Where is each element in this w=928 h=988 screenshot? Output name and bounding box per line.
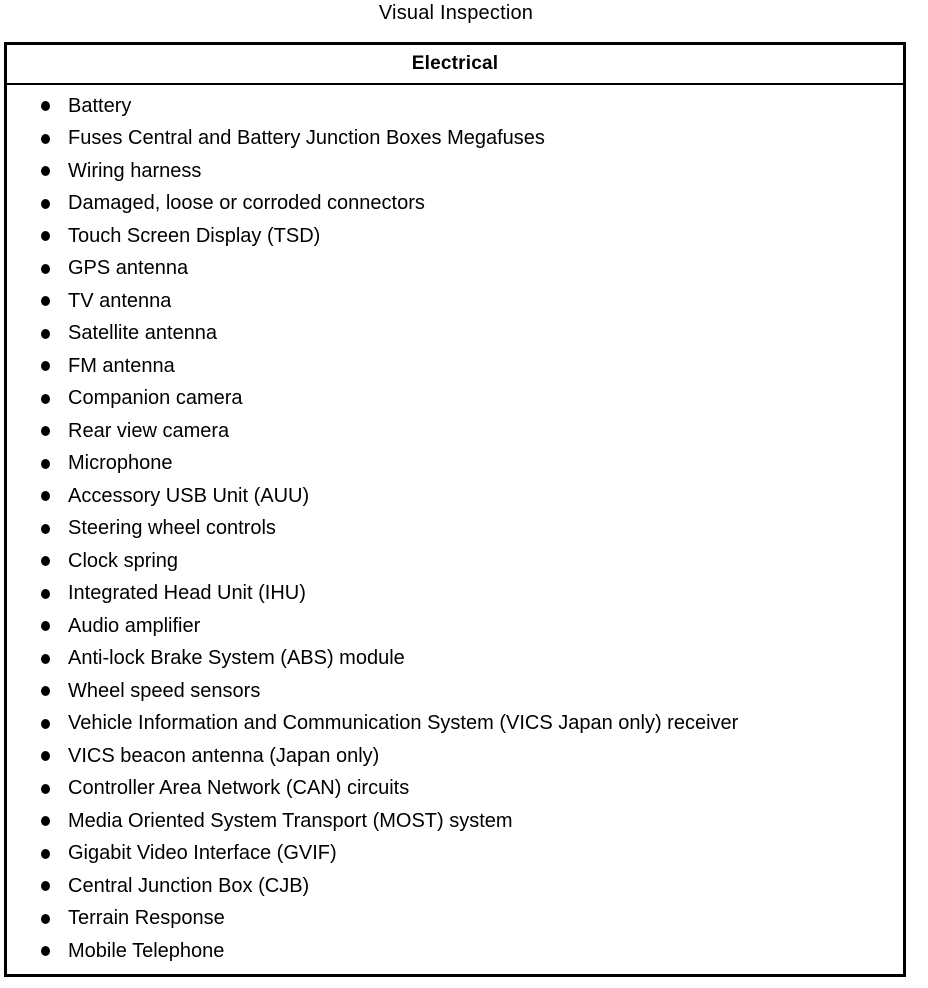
inspection-table xyxy=(4,42,906,977)
list-item xyxy=(7,448,903,481)
bullet-icon xyxy=(41,491,50,501)
list-item-label: FM antenna xyxy=(68,354,175,377)
bullet-icon xyxy=(41,524,50,534)
list-item-label: Integrated Head Unit (IHU) xyxy=(68,582,306,605)
item-list xyxy=(7,85,903,974)
bullet-icon xyxy=(41,394,50,404)
bullet-icon xyxy=(41,751,50,761)
list-item-label: Microphone xyxy=(68,452,173,475)
bullet-icon xyxy=(41,264,50,274)
list-item xyxy=(7,220,903,253)
bullet-icon xyxy=(41,296,50,306)
list-item xyxy=(7,610,903,643)
list-item-label: Terrain Response xyxy=(68,907,225,930)
bullet-icon xyxy=(41,621,50,631)
list-item-label: Accessory USB Unit (AUU) xyxy=(68,484,310,507)
list-item-label: Central Junction Box (CJB) xyxy=(68,874,310,897)
list-item xyxy=(7,285,903,318)
list-item-label: Rear view camera xyxy=(68,419,230,442)
bullet-icon xyxy=(41,166,50,176)
list-item-label: Wiring harness xyxy=(68,159,202,182)
bullet-icon xyxy=(41,849,50,859)
bullet-icon xyxy=(41,556,50,566)
list-item-label: Wheel speed sensors xyxy=(68,679,261,702)
bullet-icon xyxy=(41,231,50,241)
list-item-label: VICS beacon antenna (Japan only) xyxy=(68,744,380,767)
bullet-icon xyxy=(41,589,50,599)
list-item xyxy=(7,253,903,286)
bullet-icon xyxy=(41,686,50,696)
list-item-label: Mobile Telephone xyxy=(68,939,225,962)
list-item-label: Gigabit Video Interface (GVIF) xyxy=(68,842,337,865)
bullet-icon xyxy=(41,881,50,891)
bullet-icon xyxy=(41,946,50,956)
list-item-label: TV antenna xyxy=(68,289,172,312)
bullet-icon xyxy=(41,914,50,924)
list-item xyxy=(7,870,903,903)
list-item xyxy=(7,123,903,156)
list-item xyxy=(7,773,903,806)
list-item xyxy=(7,708,903,741)
list-item xyxy=(7,350,903,383)
list-item-label: Media Oriented System Transport (MOST) system xyxy=(68,809,513,832)
bullet-icon xyxy=(41,654,50,664)
bullet-icon xyxy=(41,784,50,794)
list-item xyxy=(7,578,903,611)
list-item-label: Satellite antenna xyxy=(68,322,218,345)
list-item xyxy=(7,415,903,448)
list-item-label: Audio amplifier xyxy=(68,614,201,637)
list-item-label: Controller Area Network (CAN) circuits xyxy=(68,777,410,800)
bullet-icon xyxy=(41,199,50,209)
list-item xyxy=(7,740,903,773)
list-item xyxy=(7,480,903,513)
list-item-label: Anti-lock Brake System (ABS) module xyxy=(68,647,405,670)
list-item xyxy=(7,318,903,351)
list-item xyxy=(7,513,903,546)
list-item xyxy=(7,383,903,416)
list-item xyxy=(7,935,903,968)
bullet-icon xyxy=(41,329,50,339)
bullet-icon xyxy=(41,134,50,144)
list-item-label: Vehicle Information and Communication System (VICS Japan only) receiver xyxy=(68,712,739,735)
list-item-label: Clock spring xyxy=(68,549,179,572)
list-item xyxy=(7,90,903,123)
list-item-label: Steering wheel controls xyxy=(68,517,276,540)
bullet-icon xyxy=(41,816,50,826)
list-item xyxy=(7,805,903,838)
list-item-label: Touch Screen Display (TSD) xyxy=(68,224,321,247)
list-item xyxy=(7,155,903,188)
list-item xyxy=(7,903,903,936)
list-item-label: GPS antenna xyxy=(68,257,189,280)
bullet-icon xyxy=(41,101,50,111)
page-title: Visual Inspection xyxy=(378,2,534,24)
bullet-icon xyxy=(41,426,50,436)
bullet-icon xyxy=(41,361,50,371)
table-header: Electrical xyxy=(7,45,903,85)
bullet-icon xyxy=(41,719,50,729)
list-item xyxy=(7,838,903,871)
list-item-label: Damaged, loose or corroded connectors xyxy=(68,192,425,215)
list-item xyxy=(7,545,903,578)
list-item-label: Companion camera xyxy=(68,387,243,410)
list-item-label: Battery xyxy=(68,94,132,117)
list-item xyxy=(7,643,903,676)
list-item-label: Fuses Central and Battery Junction Boxes Megafuses xyxy=(68,127,545,150)
list-item xyxy=(7,188,903,221)
list-item xyxy=(7,675,903,708)
bullet-icon xyxy=(41,459,50,469)
